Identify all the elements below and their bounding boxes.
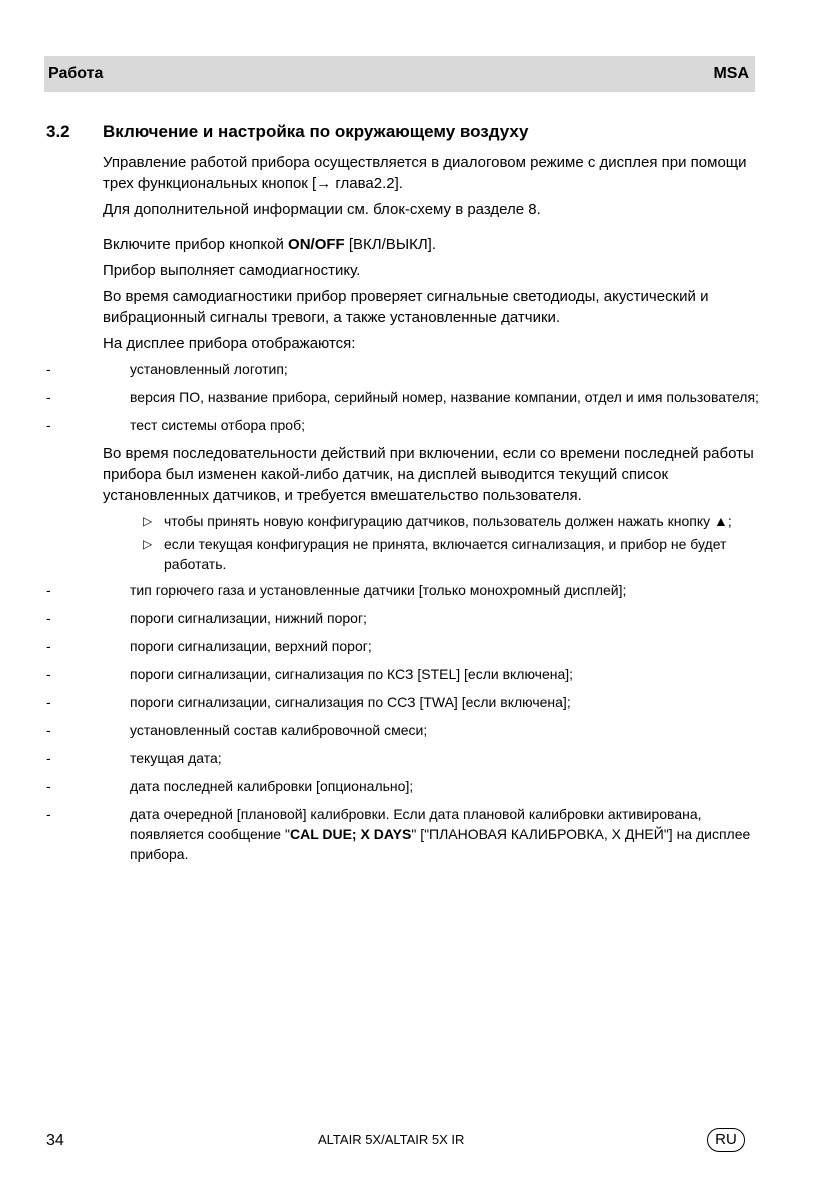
section-number: 3.2 <box>46 122 70 141</box>
list-item: - тест системы отбора проб; <box>46 417 305 433</box>
paragraph-power-on: Включите прибор кнопкой ON/OFF [ВКЛ/ВЫКЛ]. <box>103 236 437 253</box>
display-items-list-2 <box>46 580 763 864</box>
page-number: 34 <box>46 1132 64 1149</box>
paragraph: На дисплее прибора отображаются: <box>103 335 356 352</box>
header-brand: MSA <box>713 65 749 82</box>
on-off-label: ON/OFF <box>288 236 345 253</box>
triangle-bullet-icon: ▷ <box>143 514 153 528</box>
list-item: - пороги сигнализации, сигнализация по ССЗ [TWA] [если включена]; <box>46 694 571 710</box>
paragraph: Во время самодиагностики прибор проверяет сигнальные светодиоды, акустический и вибрационный сигналы тревоги, а также установленные датчики. <box>103 288 709 326</box>
list-item: - версия ПО, название прибора, серийный номер, название компании, отдел и имя пользователя; <box>46 389 759 405</box>
list-item: - дата очередной [плановой] калибровки. Если дата плановой калибровки активирована, появляется сообщение "CAL DUE; X DAYS" ["ПЛАНОВАЯ КАЛИБРОВКА, X ДНЕЙ"] на дисплее прибора. <box>46 806 751 862</box>
page-header <box>44 56 755 92</box>
triangle-bullet-icon: ▷ <box>143 537 153 551</box>
display-items-list <box>46 359 763 435</box>
cal-due-message: CAL DUE; X DAYS <box>289 826 412 842</box>
list-item: - установленный состав калибровочной смеси; <box>46 722 428 738</box>
main-content <box>46 152 763 872</box>
paragraph: Управление работой прибора осуществляется в диалоговом режиме с дисплея при помощи трех функциональных кнопок [→ глава2.2]. <box>103 154 747 192</box>
list-item: - тип горючего газа и установленные датчики [только монохромный дисплей]; <box>46 582 627 598</box>
list-item: - пороги сигнализации, сигнализация по КСЗ [STEL] [если включена]; <box>46 666 574 682</box>
paragraph: Для дополнительной информации см. блок-схему в разделе 8. <box>103 201 541 218</box>
paragraph: Прибор выполняет самодиагностику. <box>103 262 361 279</box>
list-item: - пороги сигнализации, верхний порог; <box>46 638 372 654</box>
list-item: ▷ чтобы принять новую конфигурацию датчиков, пользователь должен нажать кнопку ▲; <box>143 513 732 529</box>
header-chapter: Работа <box>48 65 104 82</box>
list-item: ▷ если текущая конфигурация не принята, включается сигнализация, и прибор не будет работать. <box>143 536 727 572</box>
paragraph: Во время последовательности действий при включении, если со времени последней работы прибора был изменен какой-либо датчик, на дисплей выводится текущий список установленных датчиков, и требуется вмешательство пользователя. <box>103 445 754 504</box>
section-title: Включение и настройка по окружающему воздуху <box>103 122 529 141</box>
list-item: - установленный логотип; <box>46 361 288 377</box>
list-item: - текущая дата; <box>46 750 222 766</box>
list-item: - дата последней калибровки [опционально]; <box>46 778 414 794</box>
sensor-config-sublist <box>103 511 763 574</box>
language-badge: RU <box>707 1128 745 1152</box>
footer-model: ALTAIR 5X/ALTAIR 5X IR <box>318 1132 465 1147</box>
list-item: - пороги сигнализации, нижний порог; <box>46 610 367 626</box>
